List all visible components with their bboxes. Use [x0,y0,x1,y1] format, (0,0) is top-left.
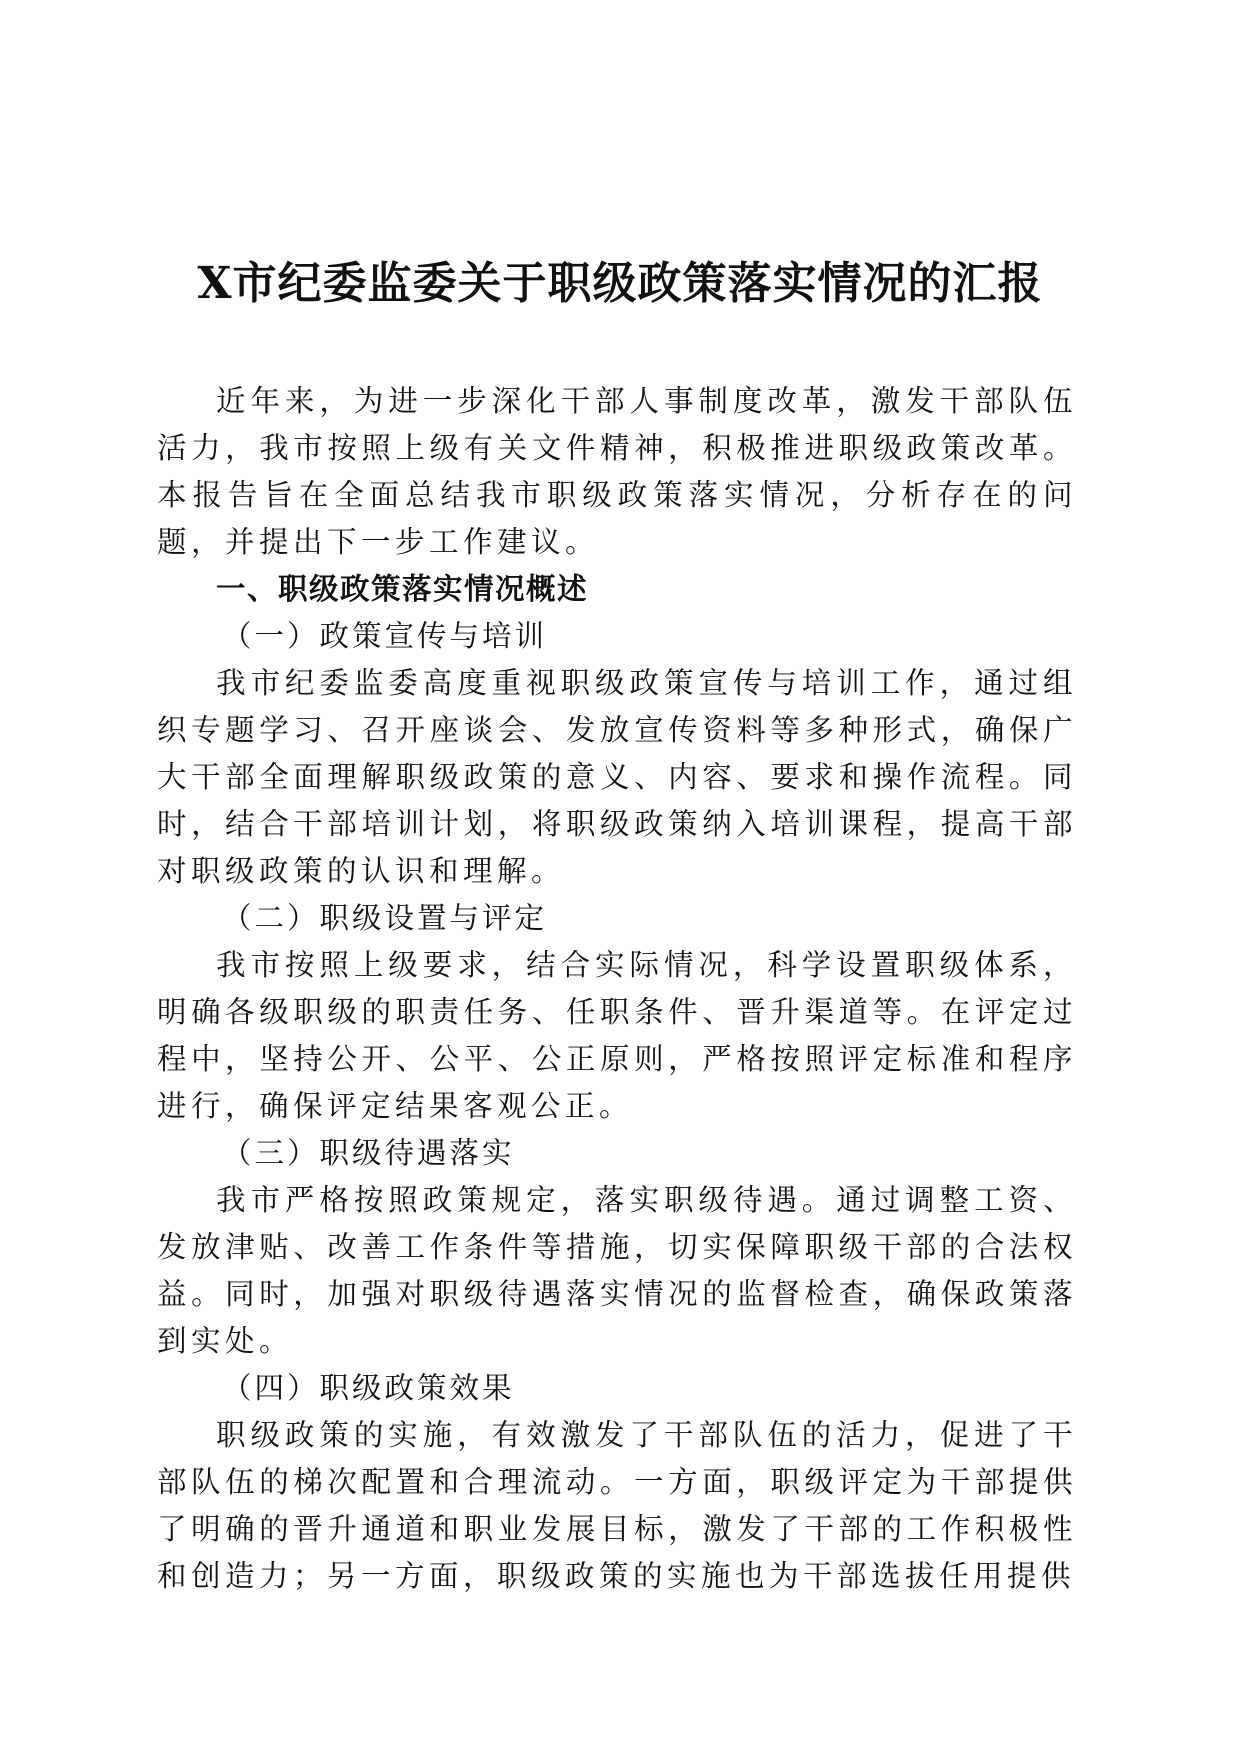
intro-paragraph: 近年来，为进一步深化干部人事制度改革，激发干部队伍活力，我市按照上级有关文件精神，积极推进职级政策改革。本报告旨在全面总结我市职级政策落实情况，分析存在的问题，并提出下一步工作建议。 [157,384,1077,559]
subsection-paragraph-1: 我市纪委监委高度重视职级政策宣传与培训工作，通过组织专题学习、召开座谈会、发放宣传资料等多种形式，确保广大干部全面理解职级政策的意义、内容、要求和操作流程。同时，结合干部培训计划，将职级政策纳入培训课程，提高干部对职级政策的认识和理解。 [157,666,1077,888]
subsection-paragraph-4: 职级政策的实施，有效激发了干部队伍的活力，促进了干部队伍的梯次配置和合理流动。一方面，职级评定为干部提供了明确的晋升通道和职业发展目标，激发了干部的工作积极性和创造力；另一方面，职级政策的实施也为干部选拔任用提供 [157,1418,1077,1593]
subsection-paragraph-3: 我市严格按照政策规定，落实职级待遇。通过调整工资、发放津贴、改善工作条件等措施，切实保障职级干部的合法权益。同时，加强对职级待遇落实情况的监督检查，确保政策落到实处。 [157,1183,1077,1358]
section-heading: 一、职级政策落实情况概述 [216,572,589,606]
subsection-paragraph-2: 我市按照上级要求，结合实际情况，科学设置职级体系，明确各级职级的职责任务、任职条件、晋升渠道等。在评定过程中，坚持公开、公平、公正原则，严格按照评定标准和程序进行，确保评定结果客观公正。 [157,948,1077,1123]
document-body [157,378,1077,1600]
subsection-heading-3: （三）职级待遇落实 [222,1136,515,1170]
subsection-heading-1: （一）政策宣传与培训 [222,619,548,653]
document-title: X市纪委监委关于职级政策落实情况的汇报 [197,258,1043,309]
subsection-heading-4: （四）职级政策效果 [222,1371,515,1405]
subsection-heading-2: （二）职级设置与评定 [222,901,548,935]
